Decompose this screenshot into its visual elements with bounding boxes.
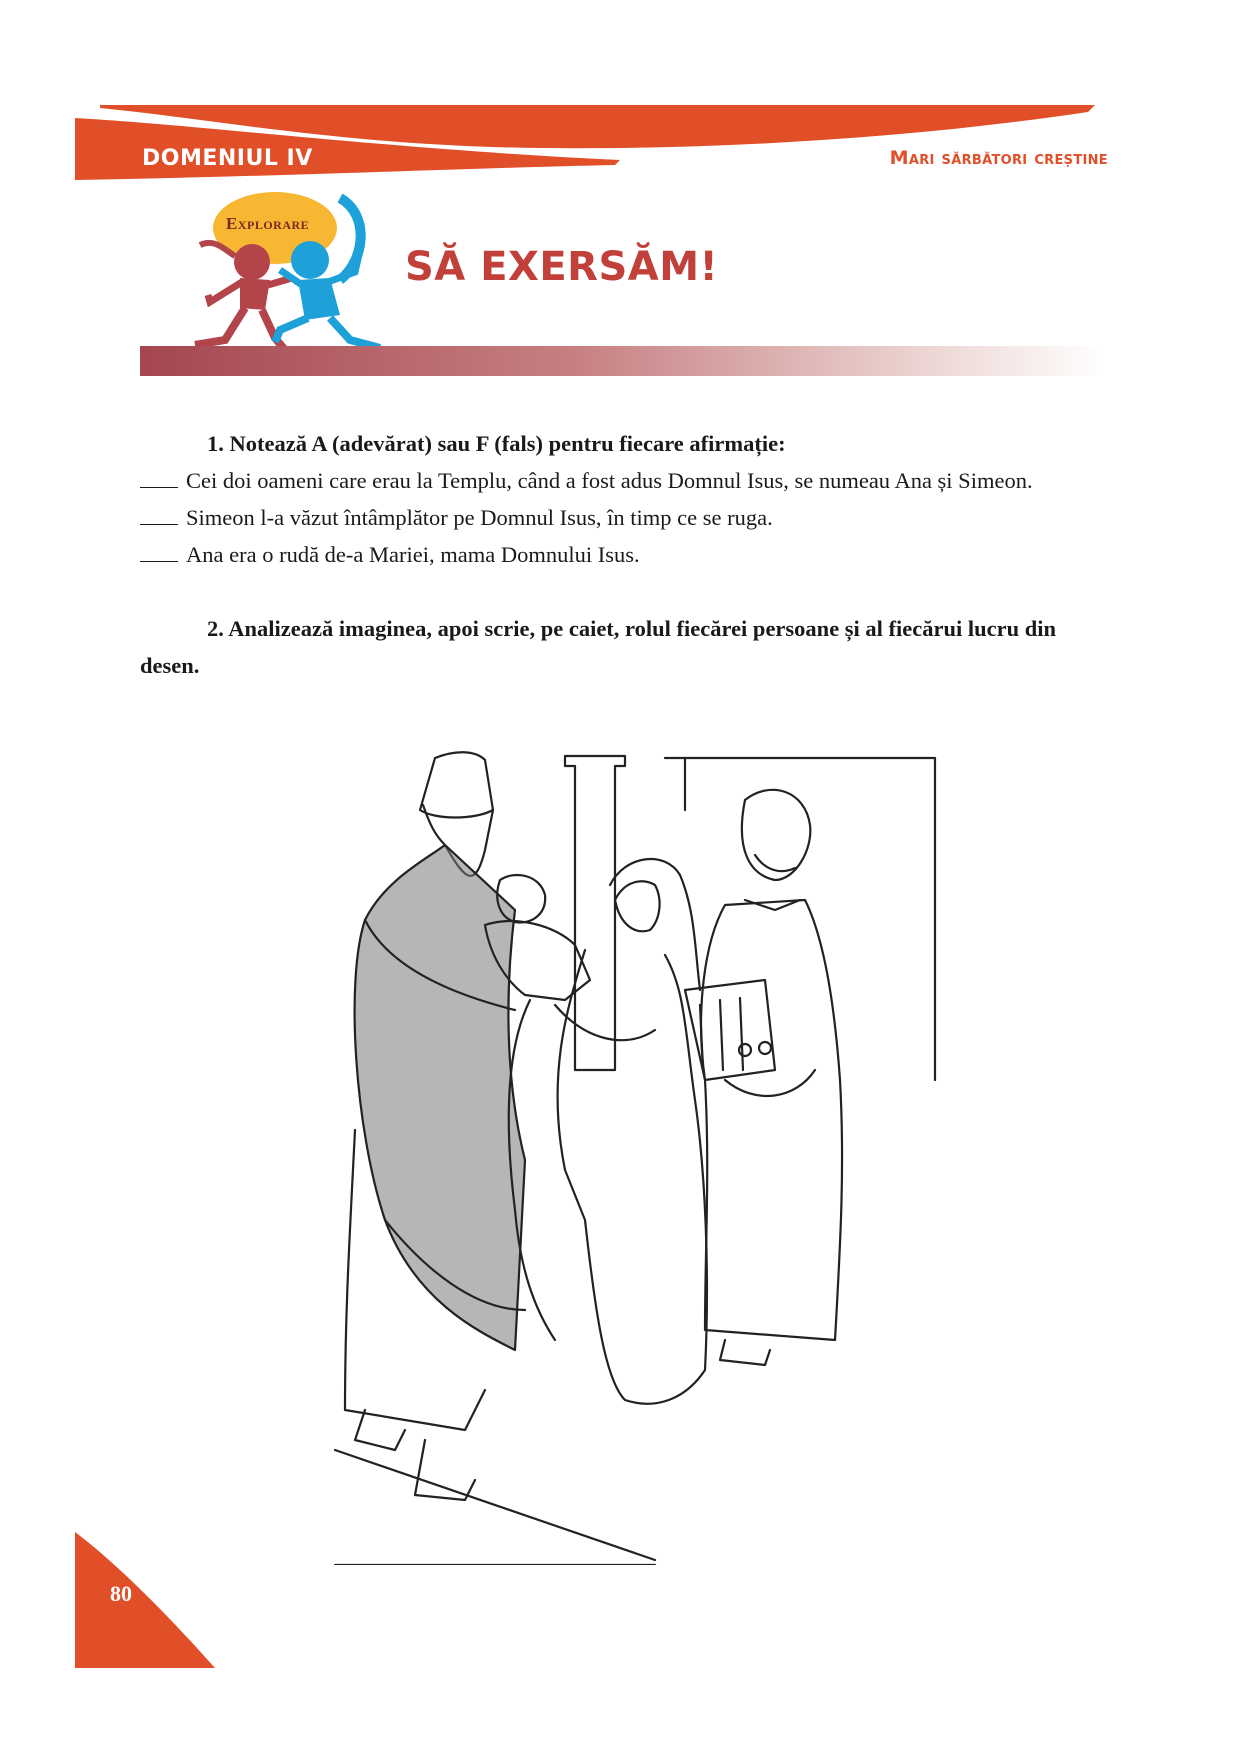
page-corner <box>75 1532 215 1668</box>
page-number: 80 <box>110 1581 132 1606</box>
section-title: SĂ EXERSĂM! <box>405 244 719 290</box>
presentation-illustration <box>325 750 955 1565</box>
answer-blank-3[interactable] <box>140 560 178 562</box>
statement-1: Cei doi oameni care erau la Templu, când a fost adus Domnul Isus, se numeau Ana și Simeon. <box>140 462 1105 499</box>
section-bar <box>140 346 1105 376</box>
exercise-1-title: 1. Notează A (adevărat) sau F (fals) pentru fiecare afirmație: <box>207 431 786 456</box>
exercise-2-title: 2. Analizează imaginea, apoi scrie, pe caiet, rolul fiecărei persoane și al fiecărui lucru din desen. <box>140 616 1057 678</box>
exercises <box>140 425 1105 684</box>
chapter-label: Mari sărbători creștine <box>889 147 1108 169</box>
statement-3: Ana era o rudă de-a Mariei, mama Domnului Isus. <box>140 536 1105 573</box>
statement-2: Simeon l-a văzut întâmplător pe Domnul Isus, în timp ce se ruga. <box>140 499 1105 536</box>
answer-blank-1[interactable] <box>140 486 178 488</box>
answer-blank-2[interactable] <box>140 523 178 525</box>
explore-badge: Explorare <box>226 214 310 233</box>
domain-label: DOMENIUL IV <box>142 146 313 171</box>
